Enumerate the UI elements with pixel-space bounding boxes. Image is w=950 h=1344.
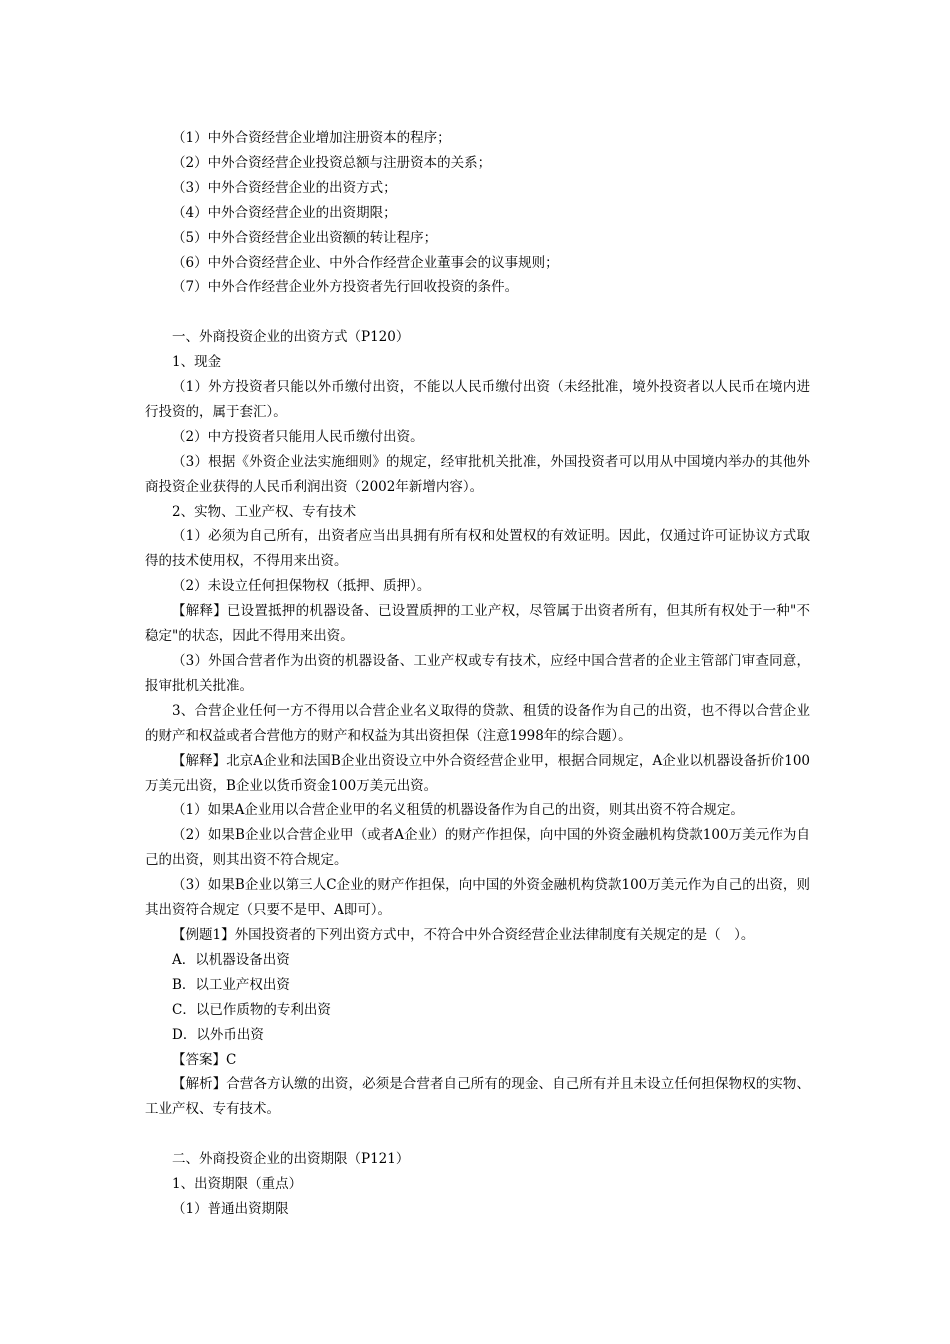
intro-item-6: （6）中外合资经营企业、中外合作经营企业董事会的议事规则； — [172, 254, 559, 271]
paragraph: （1）普通出资期限 — [172, 1200, 289, 1217]
section-heading: 二、外商投资企业的出资期限（P121） — [172, 1151, 410, 1168]
section-contribution-period — [145, 1147, 810, 1222]
intro-item-7: （7）中外合作经营企业外方投资者先行回收投资的条件。 — [172, 279, 519, 296]
document-body — [145, 126, 810, 1222]
section-contribution-methods — [145, 325, 810, 1122]
paragraph: （2）未设立任何担保物权（抵押、质押）。 — [172, 578, 431, 595]
paragraph: （2）中方投资者只能用人民币缴付出资。 — [172, 428, 424, 445]
subheading-in-kind: 2、实物、工业产权、专有技术 — [172, 503, 357, 520]
option-a: A．以机器设备出资 — [172, 951, 290, 968]
intro-item-5: （5）中外合资经营企业出资额的转让程序； — [172, 229, 438, 246]
option-d: D．以外币出资 — [172, 1026, 264, 1043]
paragraph: （3）根据《外资企业法实施细则》的规定，经审批机关批准，外国投资者可以用从中国境内举办的其他外商投资企业获得的人民币利润出资（2002年新增内容）。 — [145, 453, 810, 495]
subheading-cash: 1、现金 — [172, 354, 222, 371]
blank-line — [145, 300, 810, 325]
example-question: 【例题1】外国投资者的下列出资方式中，不符合中外合资经营企业法律制度有关规定的是（ ）。 — [172, 926, 755, 943]
paragraph: （1）外方投资者只能以外币缴付出资，不能以人民币缴付出资（未经批准，境外投资者以人民币在境内进行投资的，属于套汇）。 — [145, 379, 810, 420]
intro-item-3: （3）中外合资经营企业的出资方式； — [172, 179, 397, 196]
intro-item-1: （1）中外合资经营企业增加注册资本的程序； — [172, 130, 451, 146]
option-c: C．以已作质物的专利出资 — [172, 1001, 331, 1018]
intro-item-2: （2）中外合资经营企业投资总额与注册资本的关系； — [172, 154, 492, 171]
answer: 【答案】C — [172, 1051, 237, 1068]
section-heading: 一、外商投资企业的出资方式（P120） — [172, 329, 410, 346]
paragraph: （2）如果B企业以合营企业甲（或者A企业）的财产作担保，向中国的外资金融机构贷款100万美元作为自己的出资，则其出资不符合规定。 — [145, 827, 810, 869]
intro-list — [145, 126, 810, 300]
explanation: 【解释】北京A企业和法国B企业出资设立中外合资经营企业甲，根据合同规定，A企业以机器设备折价100万美元出资，B企业以货币资金100万美元出资。 — [145, 752, 810, 794]
intro-item-4: （4）中外合资经营企业的出资期限； — [172, 204, 397, 221]
paragraph: （1）必须为自己所有，出资者应当出具拥有所有权和处置权的有效证明。因此，仅通过许可证协议方式取得的技术使用权，不得用来出资。 — [145, 528, 810, 570]
paragraph: 3、合营企业任何一方不得用以合营企业名义取得的贷款、租赁的设备作为自己的出资，也不得以合营企业的财产和权益或者合营他方的财产和权益为其出资担保（注意1998年的综合题）。 — [145, 702, 810, 744]
analysis: 【解析】合营各方认缴的出资，必须是合营者自己所有的现金、自己所有并且未设立任何担保物权的实物、工业产权、专有技术。 — [145, 1076, 810, 1118]
paragraph: （1）如果A企业用以合营企业甲的名义租赁的机器设备作为自己的出资，则其出资不符合规定。 — [172, 802, 744, 819]
blank-line — [145, 1122, 810, 1147]
subheading-period: 1、出资期限（重点） — [172, 1176, 303, 1193]
paragraph: （3）外国合营者作为出资的机器设备、工业产权或专有技术，应经中国合营者的企业主管部门审查同意，报审批机关批准。 — [145, 653, 810, 694]
option-b: B．以工业产权出资 — [172, 976, 290, 993]
paragraph: （3）如果B企业以第三人C企业的财产作担保，向中国的外资金融机构贷款100万美元作为自己的出资，则其出资符合规定（只要不是甲、A即可）。 — [145, 877, 810, 919]
explanation: 【解释】已设置抵押的机器设备、已设置质押的工业产权，尽管属于出资者所有，但其所有权处于一种"不稳定"的状态，因此不得用来出资。 — [145, 603, 810, 645]
